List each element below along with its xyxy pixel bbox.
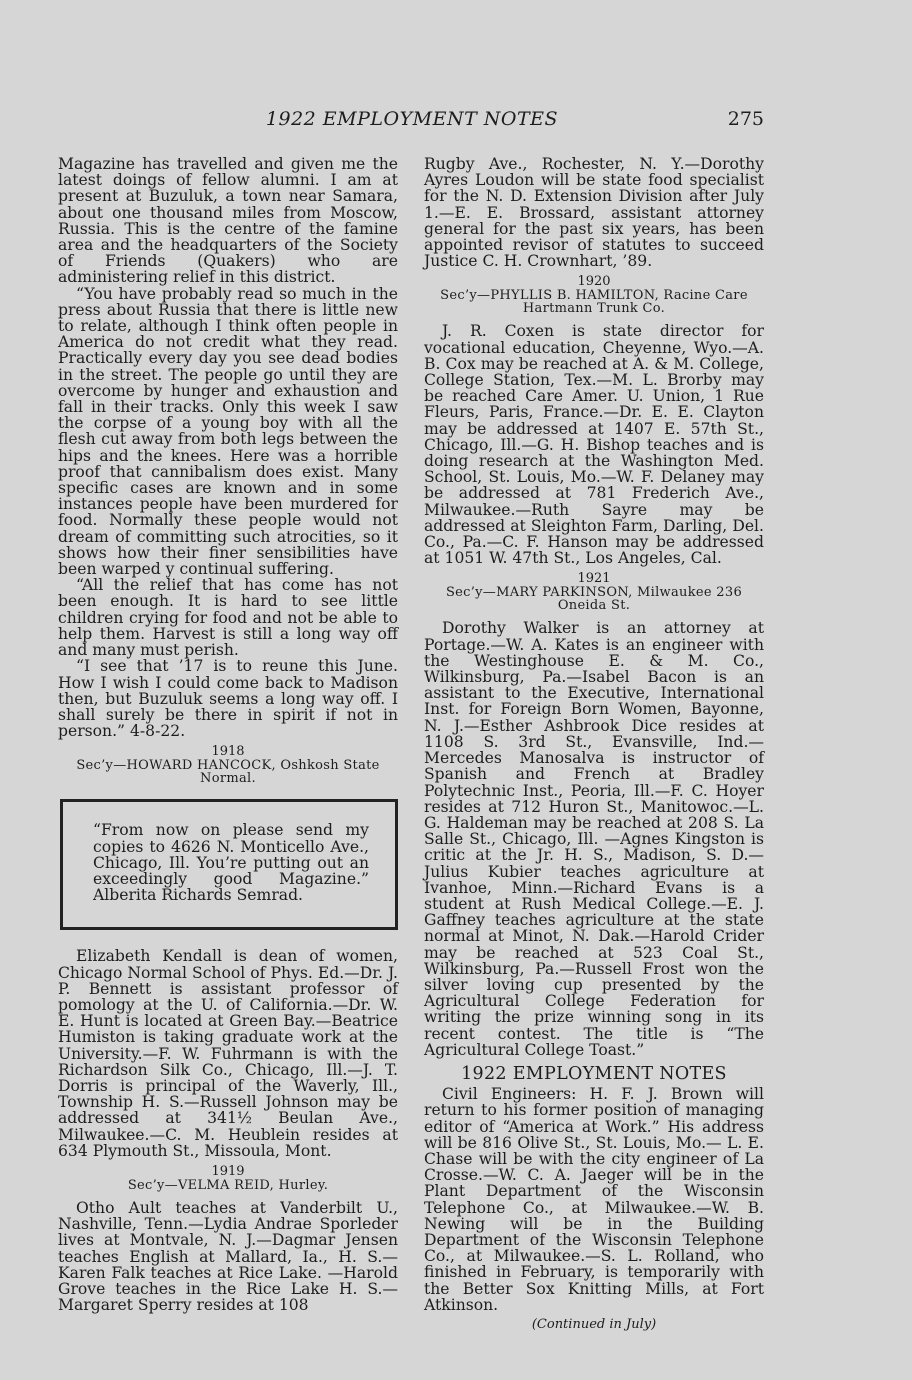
class-year-heading: 1919 — [211, 1163, 245, 1179]
letter-paragraph: Magazine has travelled and given me the latest doings of fellow alumni. I am at present at Buzuluk, a town near Samara, about one thousand miles from Moscow, Russia. This is the centre of the famine area and the headquarters of the Society of Friends (Quakers) who are administering relief in this district. — [58, 155, 398, 287]
class-secretary-line: Sec’y—MARY PARKINSON, Milwaukee 236 Oneida St. — [445, 585, 743, 614]
running-title: 1922 EMPLOYMENT NOTES — [265, 108, 559, 130]
employment-notes-paragraph: Civil Engineers: H. F. J. Brown will return to his former position of managing editor of “America at Work.” His address will be 816 Olive St., St. Louis, Mo.— L. E. Chase will be with the city engineer of La Crosse.—W. C. A. Jaeger will be in the Plant Department of the Wisconsin Telephone Co., at Milwaukee.—W. B. Newing will be in the Building Department of the Wisconsin Telephone Co., at Milwaukee.—S. L. Rolland, who finished in February, is temporarily with the Better Sox Knitting Mills, at Fort Atkinson. — [424, 1085, 764, 1314]
letter-paragraph: “I see that ’17 is to reune this June. How I wish I could come back to Madison then, but Buzuluk seems a long way off. I shall surely be there in spirit if not in person.” 4-8-22. — [58, 657, 398, 741]
section-heading: 1922 EMPLOYMENT NOTES — [461, 1063, 727, 1084]
page-number: 275 — [727, 108, 764, 130]
boxed-quote — [60, 799, 398, 930]
right-column — [424, 156, 764, 1333]
class-secretary-line: Sec’y—PHYLLIS B. HAMILTON, Racine Care Hartmann Trunk Co. — [440, 288, 748, 317]
class-notes-paragraph: J. R. Coxen is state director for vocational education, Cheyenne, Wyo.—A. B. Cox may be reached at A. & M. College, College Station, Tex.—M. L. Brorby may be reached Care Amer. U. Union, 1 Rue Fleurs, Paris, France.—Dr. E. E. Clayton may be addressed at 1407 E. 57th St., Chicago, Ill.—G. H. Bishop teaches and is doing research at the Washington Med. School, St. Louis, Mo.—W. F. Delaney may be addressed at 781 Frederich Ave., Milwaukee.—Ruth Sayre may be addressed at Sleighton Farm, Darling, Del. Co., Pa.—C. F. Hanson may be addressed at 1051 W. 47th St., Los Angeles, Cal. — [424, 322, 764, 568]
letter-paragraph: “You have probably read so much in the press about Russia that there is little new to relate, although I think often people in America do not credit what they read. Practically every day you see dead bodies in the street. The people go until they are overcome by hunger and exhaustion and fall in their tracks. Only this week I saw the corpse of a young boy with all the flesh cut away from both legs between the hips and the knees. Here was a horrible proof that cannibalism does exist. Many specific cases are known and in some instances people have been murdered for food. Normally these people would not dream of committing such atrocities, so it shows how their finer sensibilities have been warped y continual suffering. — [58, 284, 398, 579]
class-notes-paragraph: Dorothy Walker is an attorney at Portage.—W. A. Kates is an engineer with the Westinghouse E. & M. Co., Wilkinsburg, Pa.—Isabel Bacon is an assistant to the Executive, International Inst. for Foreign Born Women, Bayonne, N. J.—Esther Ashbrook Dice resides at 1108 S. 3rd St., Evansville, Ind.—Mercedes Manosalva is instructor of Spanish and French at Bradley Polytechnic Inst., Peoria, Ill.—F. C. Hoyer resides at 712 Huron St., Manitowoc.—L. G. Haldeman may be reached at 208 S. La Salle St., Chicago, Ill. —Agnes Kingston is critic at the Jr. H. S., Madison, S. D.—Julius Kubier teaches agriculture at Ivanhoe, Minn.—Richard Evans is a student at Rush Medical College.—E. J. Gaffney teaches agriculture at the state normal at Minot, N. Dak.—Harold Crider may be reached at 523 Coal St., Wilkinsburg, Pa.—Russell Frost won the silver loving cup presented by the Agricultural College Federation for writing the prize winning song in its recent contest. The title is “The Agricultural College Toast.” — [424, 619, 764, 1059]
class-notes-paragraph: Otho Ault teaches at Vanderbilt U., Nashville, Tenn.—Lydia Andrae Sporleder lives at Montvale, N. J.—Dagmar Jensen teaches English at Mallard, Ia., H. S.—Karen Falk teaches at Rice Lake. —Harold Grove teaches in the Rice Lake H. S.—Margaret Sperry resides at 108 — [58, 1198, 398, 1315]
class-secretary-line: Sec’y—HOWARD HANCOCK, Oshkosh State Normal. — [76, 758, 380, 787]
left-column — [58, 156, 398, 1313]
class-secretary-line: Sec’y—VELMA REID, Hurley. — [127, 1177, 329, 1193]
class-notes-paragraph: Rugby Ave., Rochester, N. Y.—Dorothy Ayres Loudon will be state food specialist for the N. D. Extension Division after July 1.—E. E. Brossard, assistant attorney general for the past six years, has been appointed revisor of statutes to succeed Justice C. H. Crownhart, ’89. — [424, 155, 764, 271]
letter-paragraph: “All the relief that has come has not been enough. It is hard to see little children crying for food and not be able to help them. Harvest is still a long way off and many must perish. — [58, 576, 398, 660]
class-year-heading: 1918 — [211, 744, 245, 760]
page-header — [60, 108, 764, 134]
continued-note: (Continued in July) — [531, 1317, 657, 1332]
class-notes-paragraph: Elizabeth Kendall is dean of women, Chicago Normal School of Phys. Ed.—Dr. J. P. Bennett is assistant professor of pomology at the U. of California.—Dr. W. E. Hunt is located at Green Bay.—Beatrice Humiston is taking graduate work at the University.—F. W. Fuhrmann is with the Richardson Silk Co., Chicago, Ill.—J. T. Dorris is principal of the Waverly, Ill., Township H. S.—Russell Johnson may be addressed at 341½ Beulan Ave., Milwaukee.—C. M. Heublein resides at 634 Plymouth St., Missoula, Mont. — [58, 947, 398, 1160]
class-year-heading: 1920 — [577, 274, 611, 290]
boxed-quote-text: “From now on please send my copies to 4626 N. Monticello Ave., Chicago, Ill. You’re putting out an exceedingly good Magazine.” Alberita Richards Semrad. — [93, 821, 369, 905]
class-year-heading: 1921 — [577, 571, 611, 587]
